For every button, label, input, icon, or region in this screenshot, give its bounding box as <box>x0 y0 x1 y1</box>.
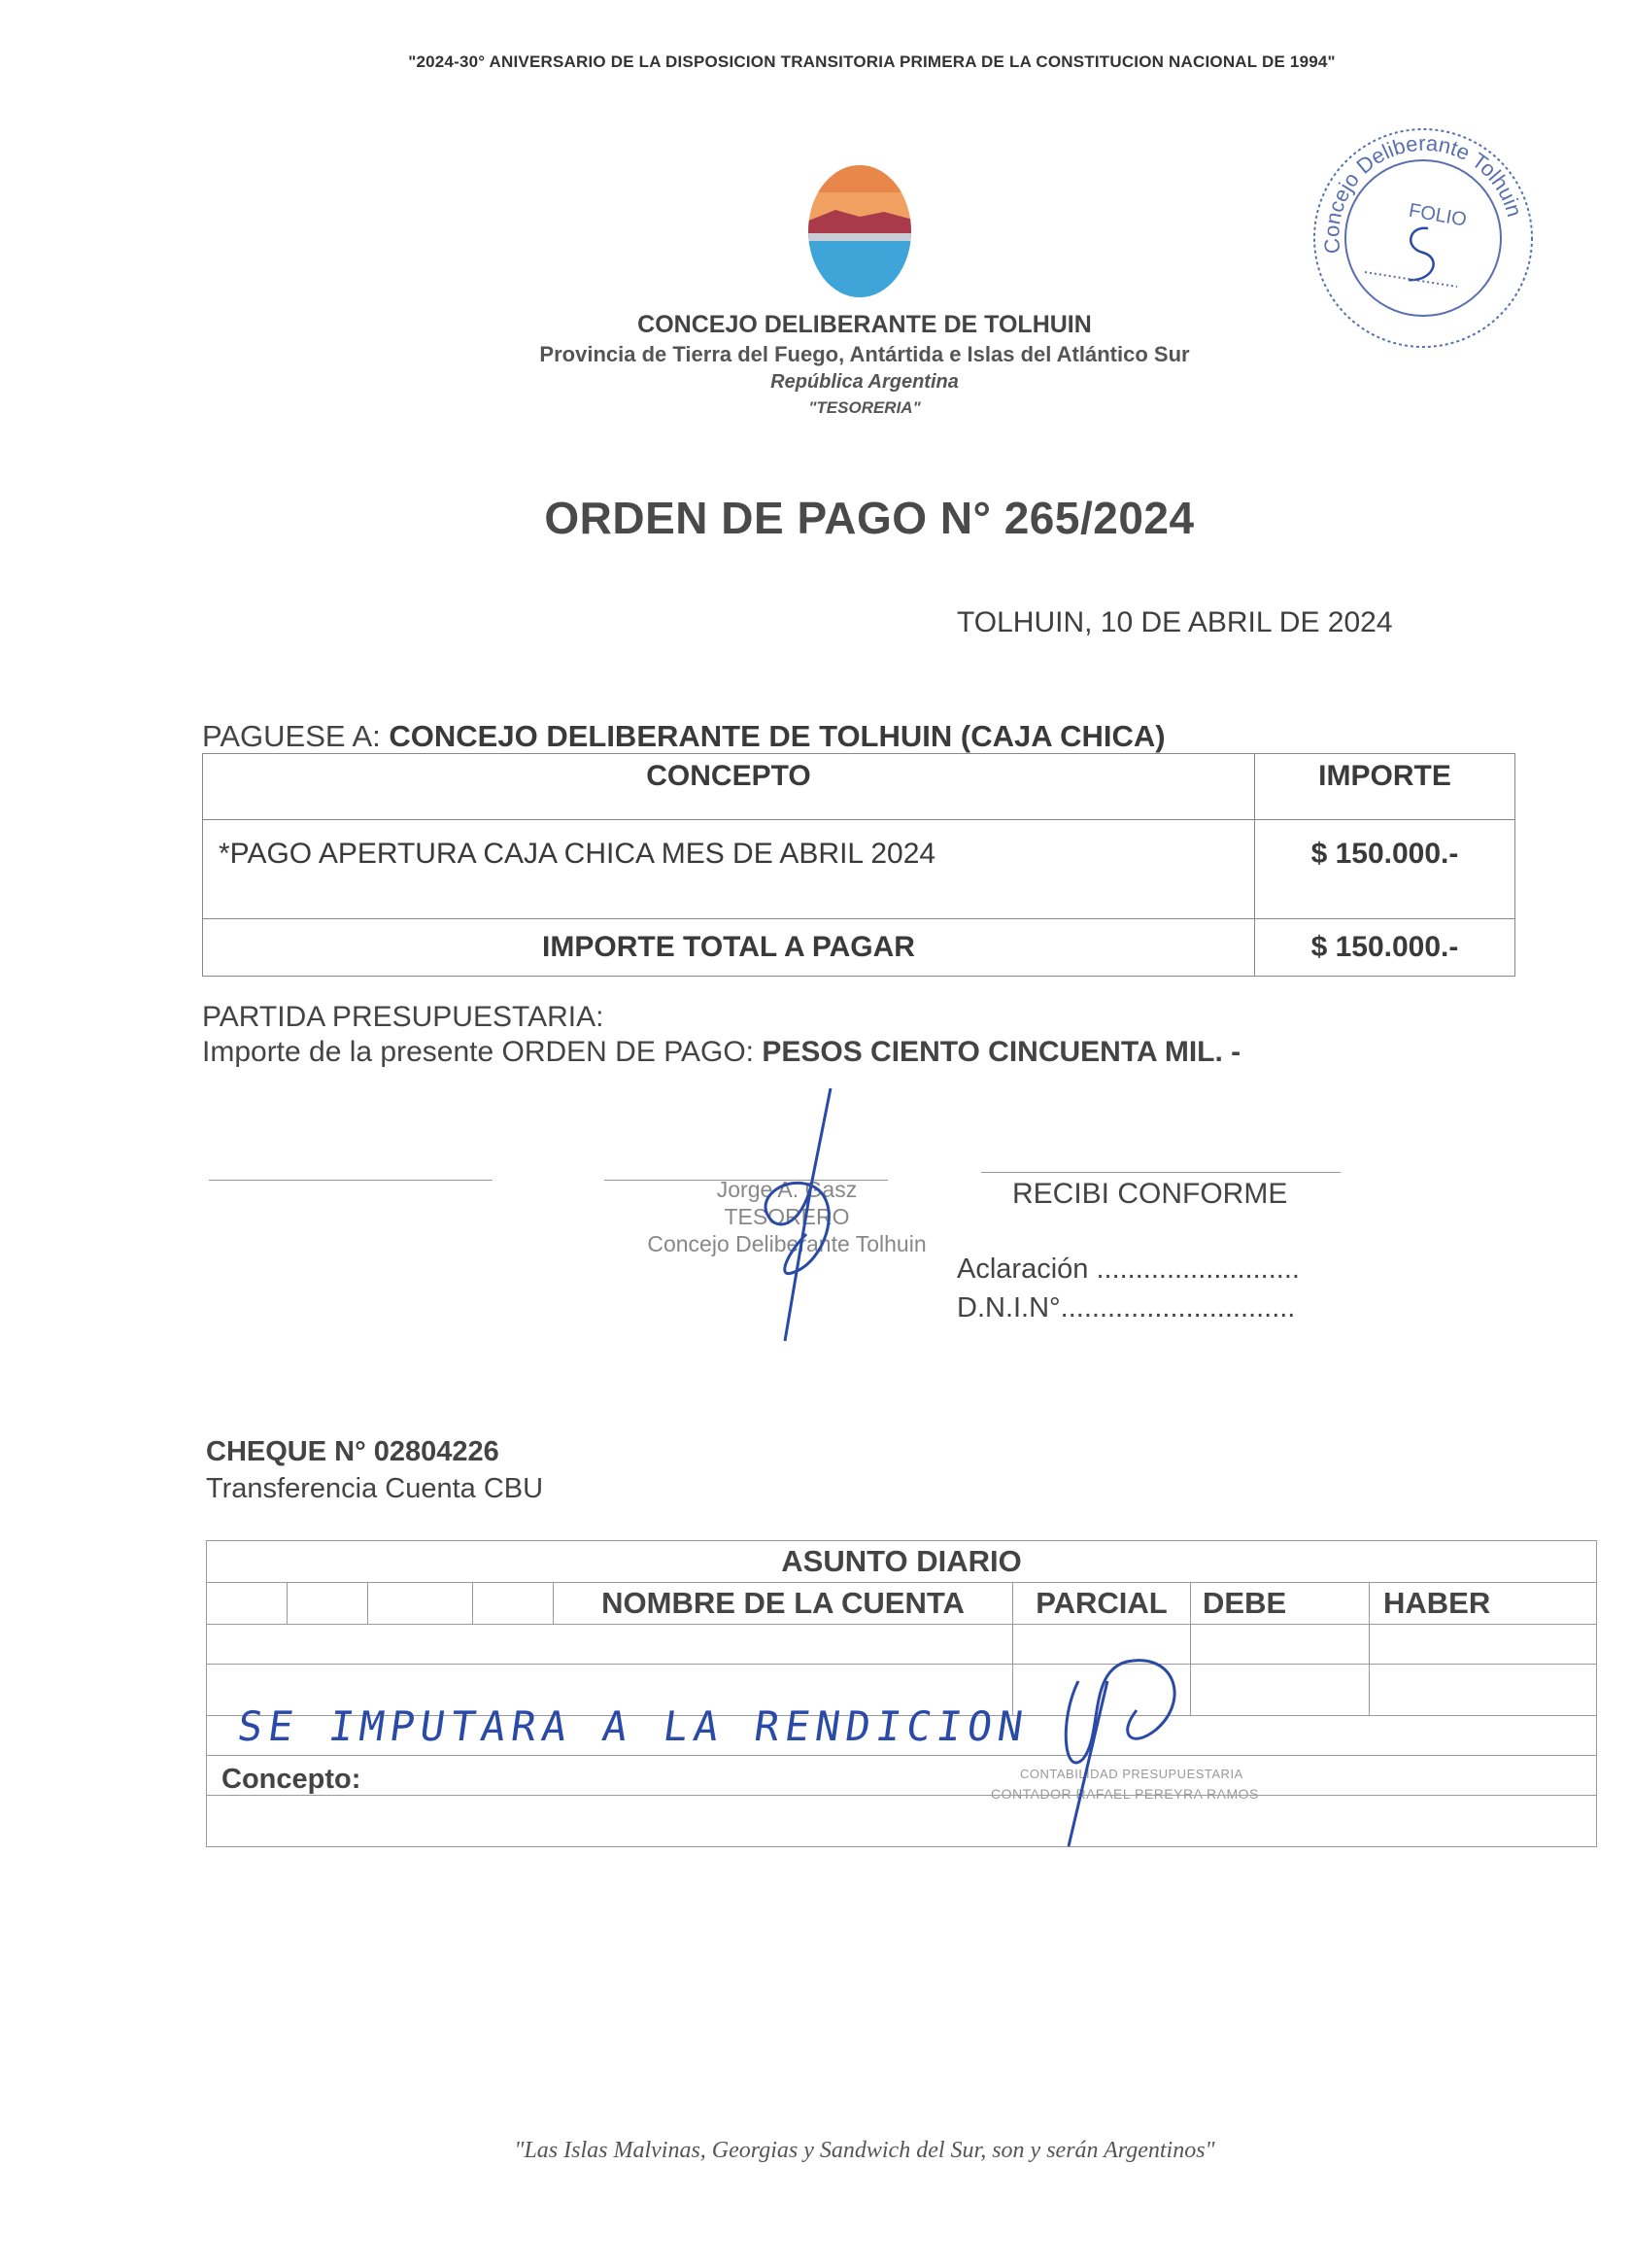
haber-header: HABER <box>1370 1583 1597 1625</box>
document-title: ORDEN DE PAGO N° 265/2024 <box>544 493 1195 543</box>
importe-header: IMPORTE <box>1255 754 1515 820</box>
department-name: "TESORERIA" <box>808 398 921 417</box>
folio-stamp <box>1302 117 1545 360</box>
treasurer-office: Concejo Deliberante Tolhuin <box>647 1231 927 1256</box>
payment-table <box>202 753 1515 977</box>
contador-line-2: CONTADOR RAFAEL PEREYRA RAMOS <box>991 1786 1259 1802</box>
table-row <box>203 820 1515 919</box>
concepto-label: Concepto: <box>221 1764 361 1795</box>
concepto-cell: *PAGO APERTURA CAJA CHICA MES DE ABRIL 2024 <box>203 820 1255 919</box>
cuenta-header: NOMBRE DE LA CUENTA <box>554 1583 1013 1625</box>
payee-line <box>202 719 1166 754</box>
treasurer-name: Jorge A. Gasz <box>716 1177 858 1202</box>
province-name: Provincia de Tierra del Fuego, Antártida e Islas del Atlántico Sur <box>539 342 1190 366</box>
signature-line-left <box>209 1180 493 1181</box>
importe-line <box>202 1036 1241 1069</box>
importe-words: PESOS CIENTO CINCUENTA MIL. - <box>762 1036 1241 1068</box>
recibi-conforme: RECIBI CONFORME <box>1012 1178 1288 1210</box>
total-value: $ 150.000.- <box>1255 919 1515 977</box>
aclaracion-field: Aclaración .......................... <box>957 1254 1300 1285</box>
ledger-table <box>206 1540 1597 1847</box>
council-logo <box>806 163 913 299</box>
payee-name: CONCEJO DELIBERANTE DE TOLHUIN (CAJA CHICA) <box>389 719 1166 753</box>
importe-cell: $ 150.000.- <box>1255 820 1515 919</box>
document-date: TOLHUIN, 10 DE ABRIL DE 2024 <box>957 606 1393 638</box>
svg-text:FOLIO: FOLIO <box>1407 199 1469 231</box>
treasurer-signature <box>719 1079 874 1351</box>
concepto-header: CONCEPTO <box>203 754 1255 820</box>
treasurer-title: TESORERO <box>724 1204 850 1229</box>
cheque-number: CHEQUE N° 02804226 <box>206 1436 499 1467</box>
ledger-title: ASUNTO DIARIO <box>207 1541 1597 1583</box>
partida-label: PARTIDA PRESUPUESTARIA: <box>202 1001 604 1033</box>
payment-method: Transferencia Cuenta CBU <box>206 1473 544 1504</box>
dni-field: D.N.I.N°.............................. <box>957 1292 1296 1323</box>
republic-name: República Argentina <box>770 371 959 393</box>
importe-label: Importe de la presente ORDEN DE PAGO: <box>202 1036 754 1068</box>
payee-label: PAGUESE A: <box>202 719 381 753</box>
parcial-header: PARCIAL <box>1013 1583 1191 1625</box>
total-label: IMPORTE TOTAL A PAGAR <box>203 919 1255 977</box>
motto-banner: "2024-30° ANIVERSARIO DE LA DISPOSICION TRANSITORIA PRIMERA DE LA CONSTITUCION NACIONAL DE 1994" <box>408 52 1336 71</box>
contador-line-1: CONTABILIDAD PRESUPUESTARIA <box>1020 1767 1243 1781</box>
accountant-signature <box>1049 1642 1205 1856</box>
debe-header: DEBE <box>1191 1583 1370 1625</box>
organization-name: CONCEJO DELIBERANTE DE TOLHUIN <box>637 311 1092 338</box>
signature-line-recibi <box>981 1172 1341 1173</box>
handwritten-note: SE IMPUTARA A LA RENDICION <box>234 1702 1032 1750</box>
svg-text:Concejo Deliberante Tolhuin: Concejo Deliberante Tolhuin <box>1319 130 1527 256</box>
footer-motto: "Las Islas Malvinas, Georgias y Sandwich del Sur, son y serán Argentinos" <box>514 2138 1215 2163</box>
